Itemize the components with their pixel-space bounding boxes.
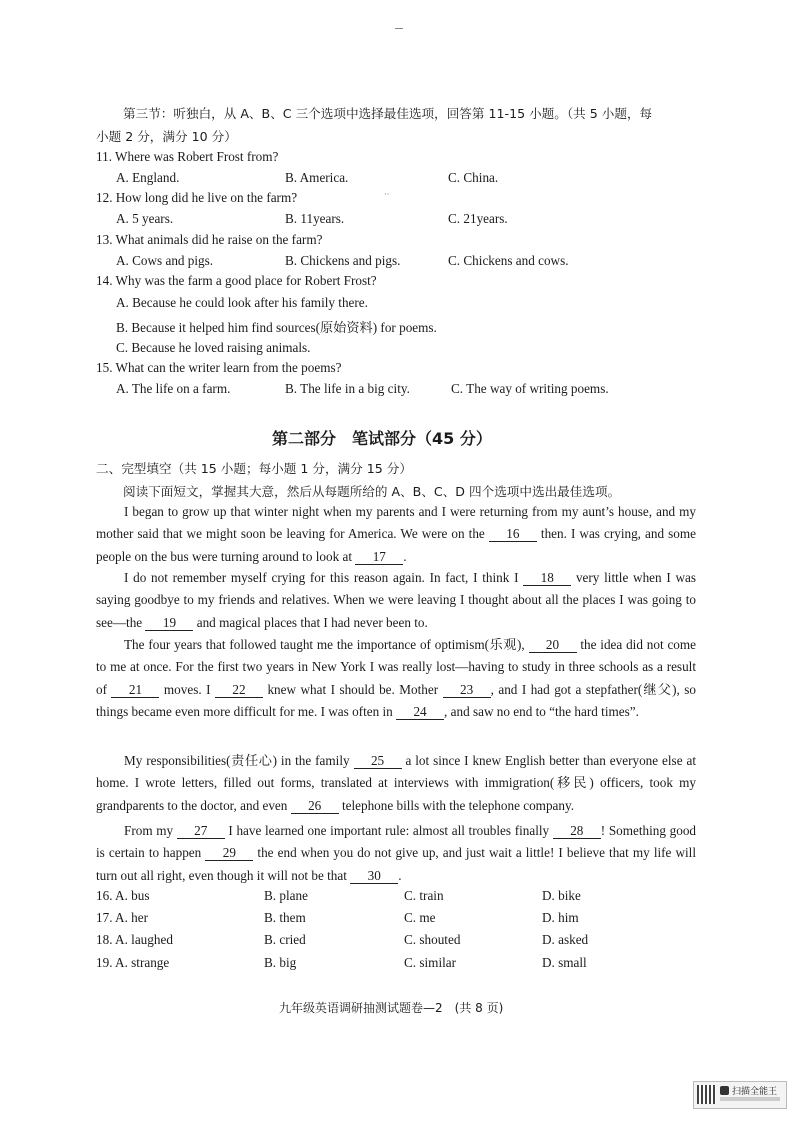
option-19-a: 19. A. strange <box>96 955 170 970</box>
blank-18[interactable]: 18 <box>523 571 571 586</box>
blank-30[interactable]: 30 <box>350 869 398 884</box>
qr-code-icon <box>697 1085 716 1104</box>
q13-option-b: B. Chickens and pigs. <box>285 253 401 268</box>
option-16-b: B. plane <box>264 888 308 903</box>
blank-25[interactable]: 25 <box>354 754 402 769</box>
q12-option-c: C. 21years. <box>448 211 508 226</box>
blank-19[interactable]: 19 <box>145 616 193 631</box>
part2-title: 第二部分 笔试部分（45 分） <box>272 429 492 448</box>
question-11: 11. Where was Robert Frost from? <box>96 149 279 164</box>
question-15: 15. What can the writer learn from the poems? <box>96 360 342 375</box>
q11-option-a: A. England. <box>116 170 180 185</box>
q11-option-b: B. America. <box>285 170 349 185</box>
passage-paragraph-3: The four years that followed taught me the importance of optimism(乐观), 20 the idea did not come to me at once. For the first two years in New York I was really lost—having to study in three schools as a result of 21 moves. I 22 knew what I should be. Mother 23 , and I had got a stepfather(继父), so things became even more difficult for me. I was often in 24 , and saw no end to “the hard times”. <box>96 637 697 719</box>
blank-17[interactable]: 17 <box>355 550 403 565</box>
question-13: 13. What animals did he raise on the farm? <box>96 232 323 247</box>
passage-paragraph-4: My responsibilities(责任心) in the family 25 a lot since I knew English better than everyone else at home. I wrote letters, filled out forms, translated at interviews with immigration(移民) officers, took my grandparents to the doctor, and even 26 telephone bills with the telephone company. <box>96 753 696 813</box>
question-12: 12. How long did he live on the farm? <box>96 190 298 205</box>
scanner-logo-icon <box>720 1086 729 1095</box>
q13-option-a: A. Cows and pigs. <box>116 253 214 268</box>
q15-option-c: C. The way of writing poems. <box>451 381 609 396</box>
blank-22[interactable]: 22 <box>215 683 263 698</box>
q15-option-a: A. The life on a farm. <box>116 381 231 396</box>
q12-option-b: B. 11years. <box>285 211 345 226</box>
scanner-badge-text: 扫描全能王 <box>732 1087 778 1097</box>
blank-16[interactable]: 16 <box>489 527 537 542</box>
blank-24[interactable]: 24 <box>396 705 444 720</box>
option-16-d: D. bike <box>542 888 581 903</box>
q14-option-a: A. Because he could look after his family there. <box>116 295 368 310</box>
page-footer: 九年级英语调研抽测试题卷—2 (共 8 页) <box>279 1001 504 1015</box>
question-14: 14. Why was the farm a good place for Robert Frost? <box>96 273 377 288</box>
option-17-c: C. me <box>404 910 436 925</box>
passage-paragraph-1: I began to grow up that winter night when my parents and I were returning from my aunt’s house, and my mother said that we might soon be leaving for America. We were on the 16 then. I was crying, and some people on the bus were turning around to look at 17 . <box>96 504 696 564</box>
scanner-watermark <box>693 1081 787 1109</box>
option-18-b: B. cried <box>264 932 306 947</box>
option-18-d: D. asked <box>542 932 589 947</box>
q13-option-c: C. Chickens and cows. <box>448 253 569 268</box>
option-17-d: D. him <box>542 910 579 925</box>
option-19-d: D. small <box>542 955 587 970</box>
stray-dots: ·· <box>384 190 390 199</box>
option-19-b: B. big <box>264 955 297 970</box>
q14-option-b: B. Because it helped him find sources(原始资料) for poems. <box>116 320 437 335</box>
section3-heading-line2: 小题 2 分，满分 10 分） <box>96 129 237 144</box>
blank-26[interactable]: 26 <box>291 799 339 814</box>
blank-23[interactable]: 23 <box>443 683 491 698</box>
option-17-b: B. them <box>264 910 306 925</box>
q12-option-a: A. 5 years. <box>116 211 174 226</box>
scan-mark <box>395 28 403 29</box>
cloze-heading: 二、完型填空（共 15 小题；每小题 1 分，满分 15 分） <box>96 461 412 476</box>
q15-option-b: B. The life in a big city. <box>285 381 410 396</box>
section3-heading-line1: 第三节：听独白，从 A、B、C 三个选项中选择最佳选项，回答第 11-15 小题。（共 5 小题，每 <box>123 106 653 121</box>
option-18-a: 18. A. laughed <box>96 932 173 947</box>
blank-20[interactable]: 20 <box>529 638 577 653</box>
option-18-c: C. shouted <box>404 932 461 947</box>
blank-21[interactable]: 21 <box>111 683 159 698</box>
blank-29[interactable]: 29 <box>205 846 253 861</box>
q14-option-c: C. Because he loved raising animals. <box>116 340 311 355</box>
option-17-a: 17. A. her <box>96 910 149 925</box>
passage-paragraph-5: From my 27 I have learned one important rule: almost all troubles finally 28 ! Something good is certain to happen 29 the end when you do not give up, and just wait a little! I believe that my life will turn out all right, even though it will not be that 30 . <box>96 823 697 883</box>
cloze-instruction: 阅读下面短文，掌握其大意，然后从每题所给的 A、B、C、D 四个选项中选出最佳选项。 <box>123 484 621 499</box>
passage-paragraph-2: I do not remember myself crying for this reason again. In fact, I think I 18 very little when I was saying goodbye to my friends and relatives. When we were leaving I thought about all the places I was going to see—the 19 and magical places that I had never been to. <box>96 570 696 630</box>
blank-27[interactable]: 27 <box>177 824 225 839</box>
q11-option-c: C. China. <box>448 170 499 185</box>
scanner-subtext <box>720 1097 780 1101</box>
option-16-a: 16. A. bus <box>96 888 150 903</box>
option-16-c: C. train <box>404 888 444 903</box>
option-19-c: C. similar <box>404 955 457 970</box>
blank-28[interactable]: 28 <box>553 824 601 839</box>
